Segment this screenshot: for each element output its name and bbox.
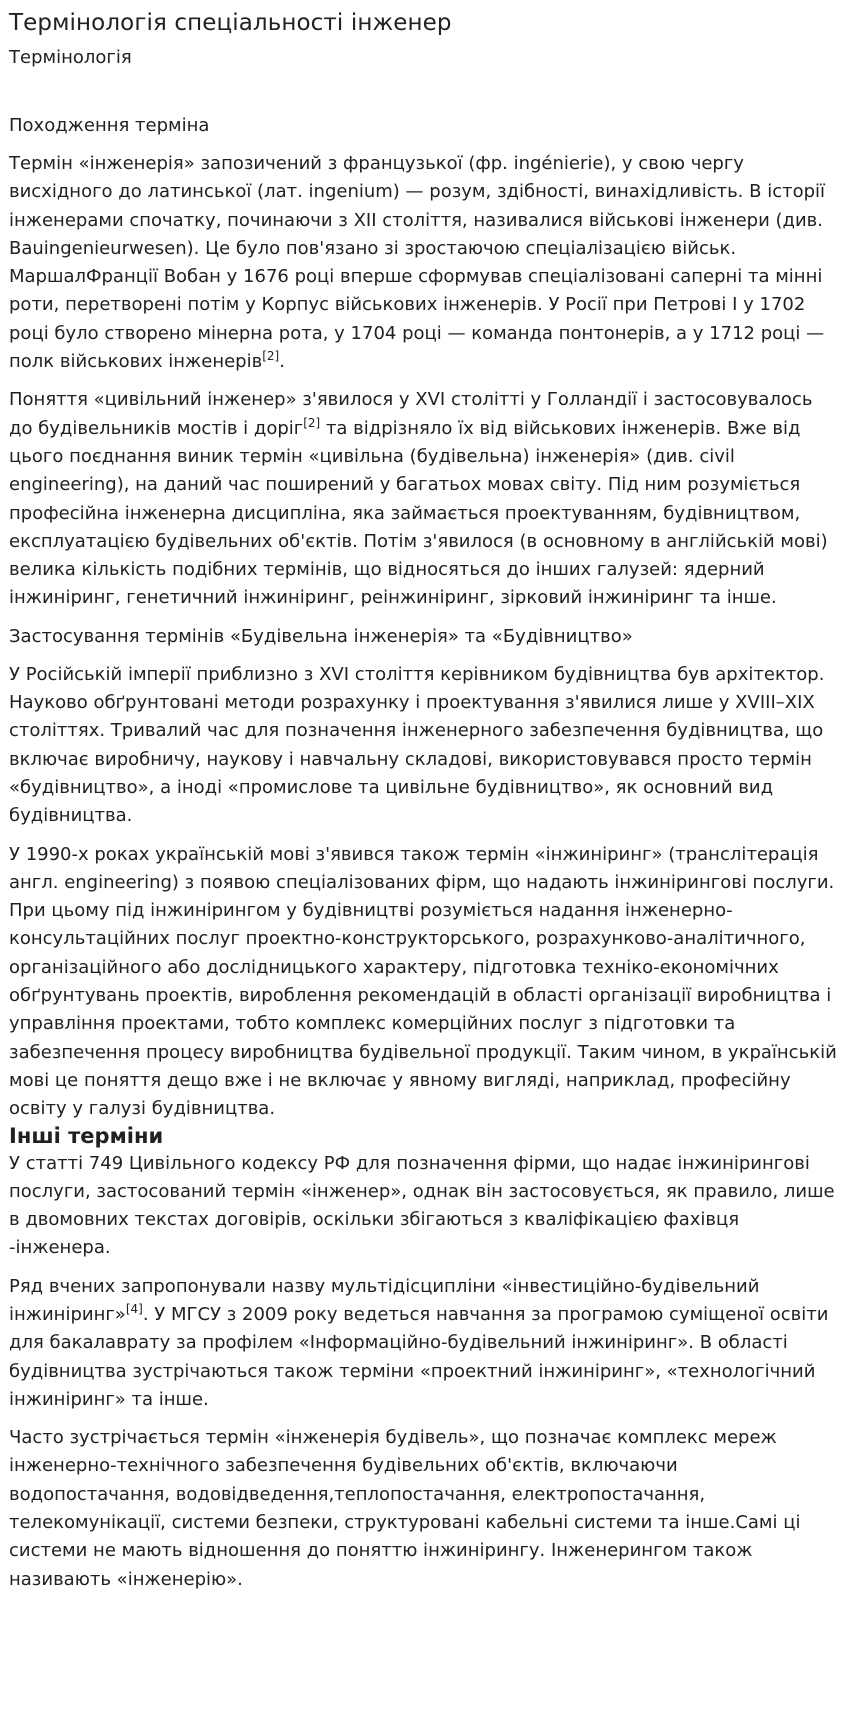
paragraph-end: . <box>279 351 285 373</box>
paragraph-text: Ряд вчених запропонували назву мультідісципліни «інвестиційно-будівельний інжиніринг» <box>9 1275 760 1325</box>
reference-link[interactable]: [4] <box>125 1301 143 1316</box>
reference-link[interactable]: [2] <box>262 349 280 364</box>
paragraph-text: Термін «інженерія» запозичений з французької (фр. ingénierie), у свою чергу висхідного до латинської (лат. ingenium) — розум, здібності, винахідливість. В історії інженерами спочатку, починаючи з XII століття, називалися військові інженери (див. Bauingenieurwesen). Це було пов'язано зі зростаючою спеціалізацією військ. МаршалФранції Вобан у 1676 році вперше сформував спеціалізовані саперні та мінні роти, перетворені потім у Корпус військових інженерів. У Росії при Петрові I у 1702 році було створено мінерна рота, у 1704 році — команда понтонерів, а у 1712 році — полк військових інженерів <box>9 153 826 373</box>
paragraph-origin <box>9 150 838 376</box>
spacer <box>9 72 838 112</box>
reference-link[interactable]: [2] <box>303 415 321 430</box>
paragraph-civil-code: У статті 749 Цивільного кодексу РФ для позначення фірми, що надає інжинірингові послуги, застосований термін «інженер», однак він застосовується, як правило, лише в двомовних текстах договірів, оскільки збігаються з кваліфікацією фахівця -інженера. <box>9 1152 835 1259</box>
paragraph-russian-empire: У Російській імперії приблизно з XVI століття керівником будівництва був архітектор. Науково обґрунтовані методи розрахунку і проектування з'явилися лише у XVIII–XIX століттях. Тривалий час для позначення інженерного забезпечення будівництва, що включає виробничу, наукову і навчальну складові, використовувався просто термін «будівництво», а іноді «промислове та цивільне будівництво», як основний вид будівництва. <box>9 663 825 827</box>
section-heading-other-terms: Інші терміни <box>9 1123 164 1148</box>
paragraph-engineering-1990s: У 1990-х роках українській мові з'явився також термін «інжиніринг» (транслітерація англ. engineering) з появою спеціалізованих фірм, що надають інжинірингові послуги. При цьому під інжинірингом у будівництві розуміється надання інженерно-консультаційних послуг проектно-конструкторського, розрахунково-аналітичного, організаційного або дослідницького характеру, підготовка техніко-економічних обґрунтувань проектів, вироблення рекомендацій в області організації виробництва і управління проектами, тобто комплекс комерційних послуг з підготовки та забезпечення процесу виробництва будівельної продукції. Таким чином, в українській мові це поняття дещо вже і не включає у явному вигляді, наприклад, професійну освіту у галузі будівництва. <box>9 843 837 1120</box>
section-heading-origin: Походження терміна <box>9 115 210 136</box>
paragraph-civil-engineer <box>9 386 838 612</box>
paragraph-text: Поняття «цивільний інженер» з'явилося у XVI столітті у Голландії і застосовувалось до будівельників мостів і доріг <box>9 389 813 439</box>
paragraph-building-engineering: Часто зустрічається термін «інженерія будівель», що позначає комплекс мереж інженерно-технічного забезпечення будівельних об'єктів, включаючи водопостачання, водовідведення,теплопостачання, електропостачання, телекомунікації, системи безпеки, структуровані кабельні системи та інше.Самі ці системи не мають відношення до поняттю інжинірингу. Інженерингом також називають «інженерію». <box>9 1427 801 1590</box>
paragraph-text-cont: . У МГСУ з 2009 року ведеться навчання за програмою суміщеної освіти для бакалаврату за профілем «Інформаційно-будівельний інжиніринг». В області будівництва зустрічаються також терміни «проектний інжиніринг», «технологічний інжиніринг» та інше. <box>9 1303 829 1410</box>
paragraph-text-cont: та відрізняло їх від військових інженерів. Вже від цього поєднання виник термін «цивільна (будівельна) інженерія» (див. civil engineering), на даний час поширений у багатьох мовах світу. Під ним розуміється професійна інженерна дисципліна, яка займається проектуванням, будівництвом, експлуатацією будівельних об'єктів. Потім з'явилося (в основному в англійській мові) велика кількість подібних термінів, що відносяться до інших галузей: ядерний інжиніринг, генетичний інжиніринг, реінжиніринг, зірковий інжиніринг та інше. <box>9 417 828 609</box>
page-title: Термінологія спеціальності інженер <box>9 10 452 36</box>
section-heading-application: Застосування термінів «Будівельна інженерія» та «Будівництво» <box>9 625 633 647</box>
paragraph-multidiscipline <box>9 1273 838 1414</box>
page-subtitle: Термінологія <box>9 47 132 68</box>
